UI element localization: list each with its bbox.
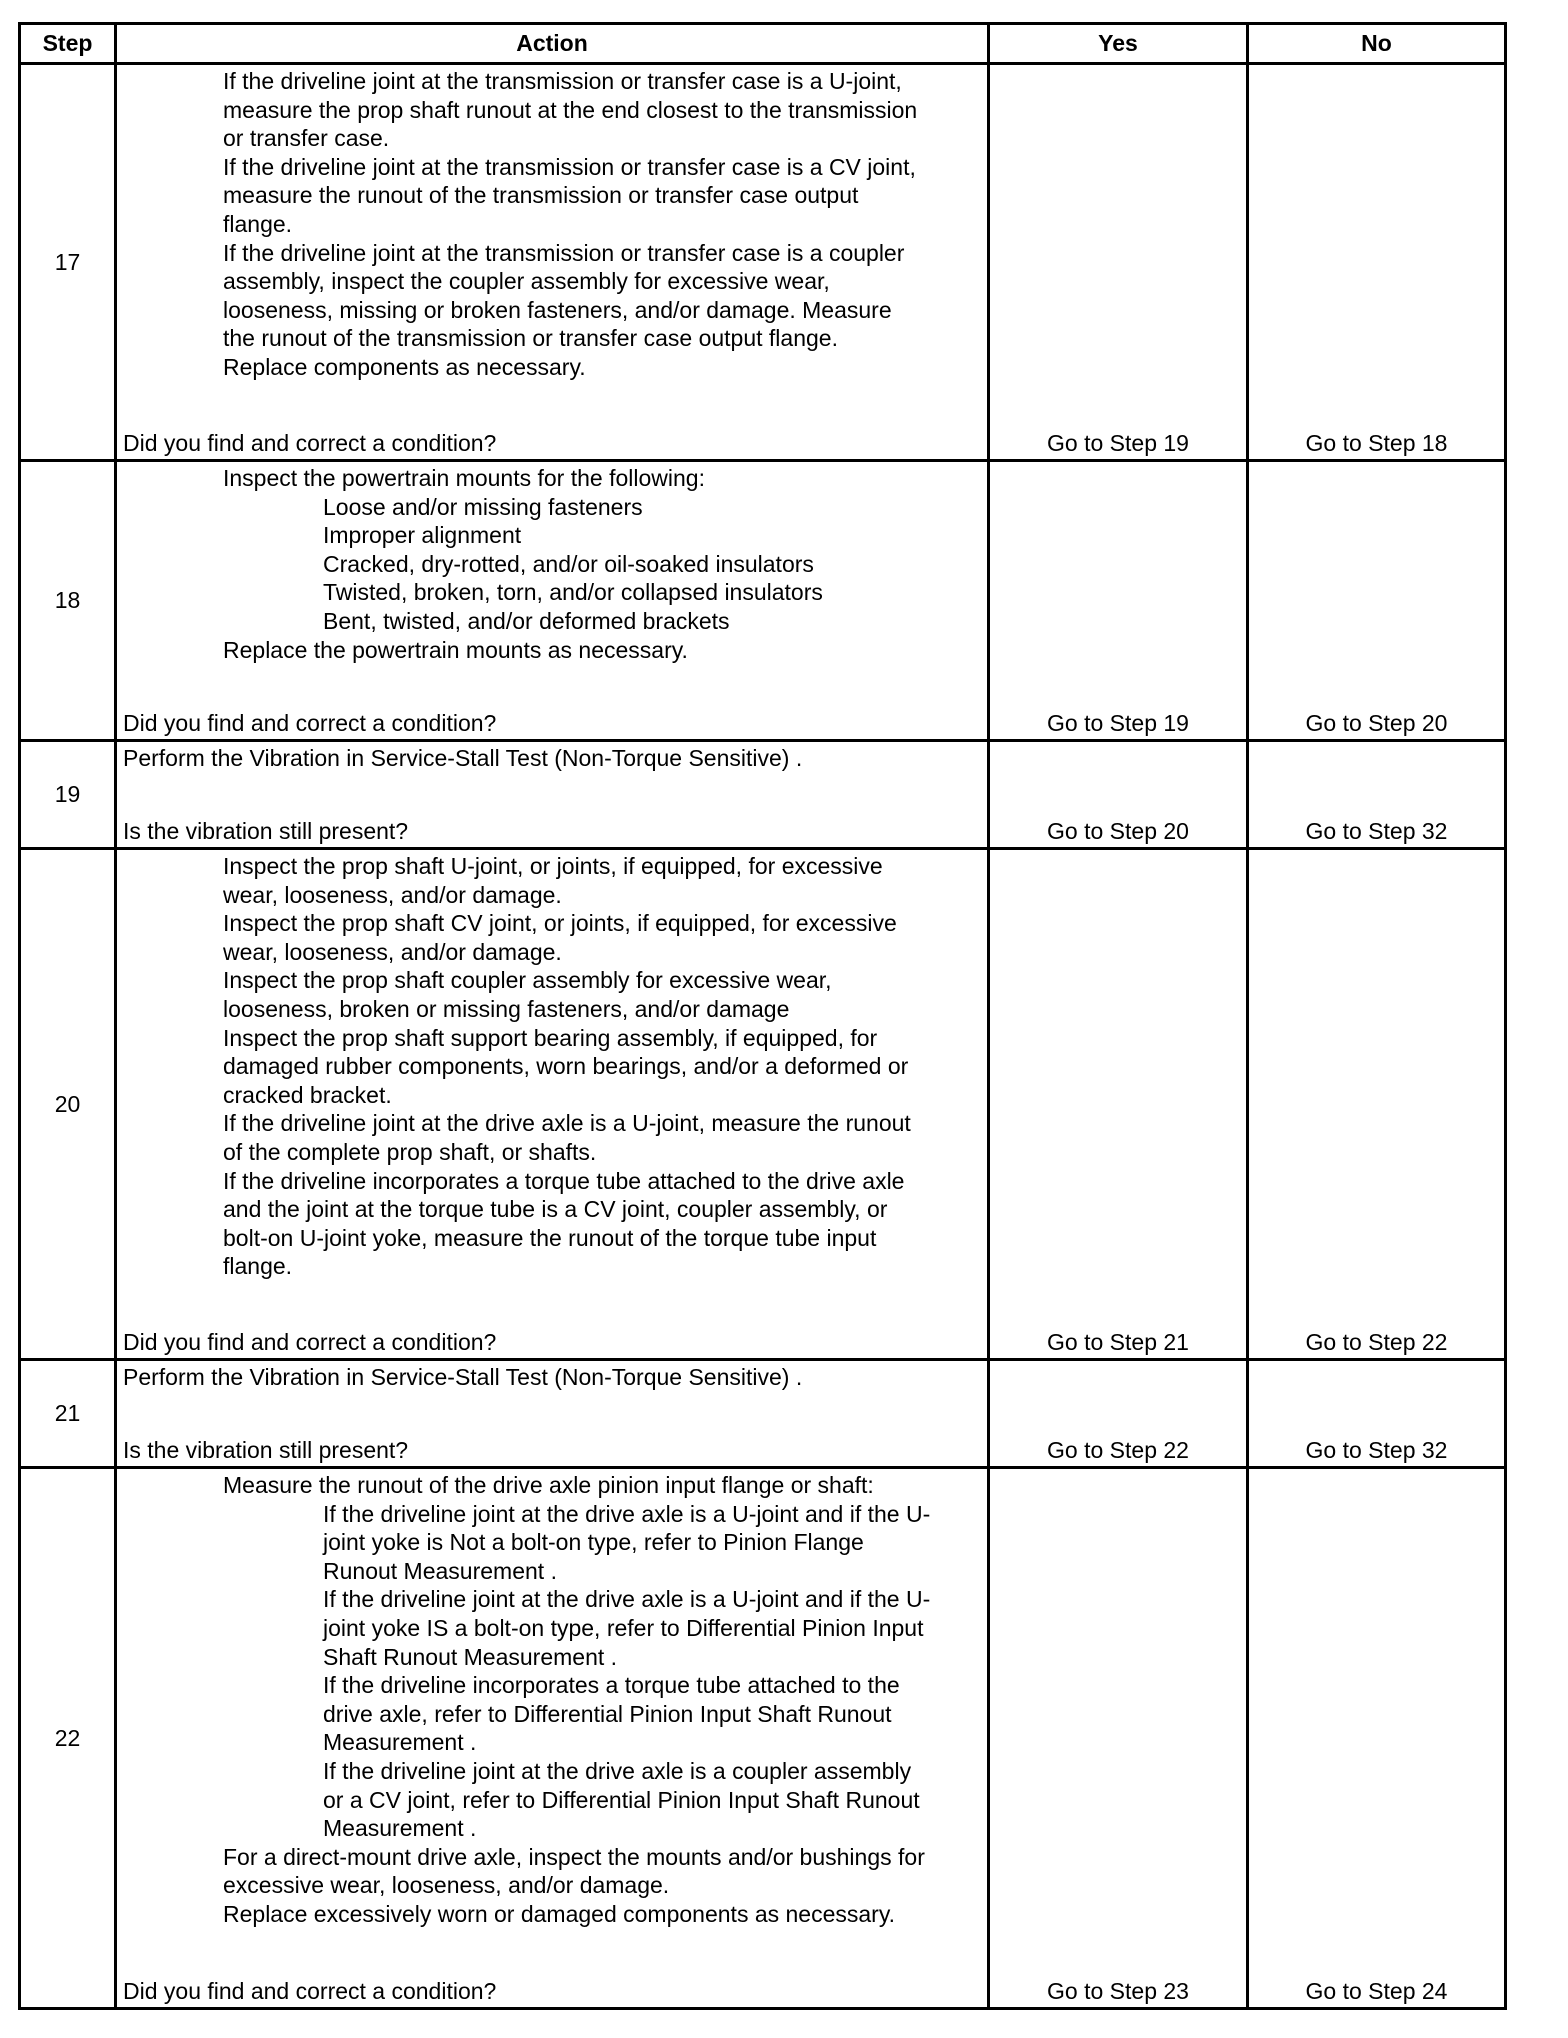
action-line: measure the prop shaft runout at the end closest to the transmission (223, 96, 918, 123)
table-row (20, 849, 1506, 1360)
action-question: Did you find and correct a condition? (123, 710, 497, 737)
action-line: Improper alignment (323, 522, 522, 549)
header-no: No (1248, 24, 1506, 64)
action-line: Cracked, dry-rotted, and/or oil-soaked insulators (323, 550, 814, 577)
action-line: measure the runout of the transmission or transfer case output (223, 182, 859, 209)
action-line: the runout of the transmission or transfer case output flange. (223, 325, 838, 352)
action-line: For a direct-mount drive axle, inspect the mounts and/or bushings for (223, 1843, 925, 1870)
step-number: 19 (20, 741, 116, 849)
step-number: 18 (20, 461, 116, 741)
yes-cell (989, 64, 1248, 461)
action-line: joint yoke is Not a bolt-on type, refer to Pinion Flange (323, 1529, 864, 1556)
action-line: Measure the runout of the drive axle pinion input flange or shaft: (223, 1472, 874, 1498)
no-result: Go to Step 20 (1305, 710, 1448, 737)
action-line: Inspect the prop shaft CV joint, or joints, if equipped, for excessive (223, 910, 897, 937)
action-question: Did you find and correct a condition? (123, 1978, 497, 2005)
step-number: 21 (20, 1360, 116, 1468)
no-result: Go to Step 18 (1305, 430, 1448, 457)
action-line: Bent, twisted, and/or deformed brackets (323, 607, 730, 634)
action-line: If the driveline joint at the drive axle is a U-joint and if the U- (323, 1500, 931, 1527)
action-line: Measurement . (323, 1729, 477, 1756)
action-line: Inspect the prop shaft support bearing assembly, if equipped, for (223, 1024, 878, 1051)
action-line: cracked bracket. (223, 1081, 392, 1108)
no-result: Go to Step 22 (1305, 1329, 1448, 1356)
yes-result: Go to Step 19 (1047, 710, 1189, 737)
action-line: Loose and/or missing fasteners (323, 493, 643, 520)
yes-cell (989, 1468, 1248, 2009)
action-line: drive axle, refer to Differential Pinion Input Shaft Runout (323, 1700, 892, 1727)
action-cell (116, 849, 989, 1360)
no-cell (1248, 64, 1506, 461)
table-row (20, 1360, 1506, 1468)
no-cell (1248, 741, 1506, 849)
yes-cell (989, 741, 1248, 849)
table-row (20, 64, 1506, 461)
step-number: 20 (20, 849, 116, 1360)
table-row (20, 1468, 1506, 2009)
action-line: If the driveline joint at the drive axle is a U-joint, measure the runout (223, 1110, 911, 1137)
no-cell (1248, 1360, 1506, 1468)
action-line: or transfer case. (223, 125, 390, 152)
step-number: 22 (20, 1468, 116, 2009)
action-line: If the driveline joint at the drive axle is a U-joint and if the U- (323, 1586, 931, 1613)
action-line: damaged rubber components, worn bearings, and/or a deformed or (223, 1053, 909, 1080)
action-line: If the driveline incorporates a torque tube attached to the drive axle (223, 1167, 905, 1194)
header-yes: Yes (989, 24, 1248, 64)
header-row (20, 24, 1506, 64)
no-cell (1248, 1468, 1506, 2009)
action-line: If the driveline joint at the transmission or transfer case is a CV joint, (223, 153, 916, 180)
step-number: 17 (20, 64, 116, 461)
action-line: of the complete prop shaft, or shafts. (223, 1138, 597, 1165)
action-line: looseness, missing or broken fasteners, and/or damage. Measure (223, 296, 892, 323)
action-line: Perform the Vibration in Service-Stall Test (Non-Torque Sensitive) . (123, 1364, 803, 1390)
action-line: bolt-on U-joint yoke, measure the runout of the torque tube input (223, 1224, 877, 1251)
action-question: Is the vibration still present? (123, 818, 409, 845)
action-line: or a CV joint, refer to Differential Pinion Input Shaft Runout (323, 1786, 920, 1813)
action-line: wear, looseness, and/or damage. (223, 881, 562, 908)
action-line: joint yoke IS a bolt-on type, refer to Differential Pinion Input (323, 1614, 924, 1641)
header-step: Step (20, 24, 116, 64)
action-line: Shaft Runout Measurement . (323, 1643, 618, 1670)
table-row (20, 741, 1506, 849)
action-cell (116, 64, 989, 461)
action-question: Did you find and correct a condition? (123, 1329, 497, 1356)
yes-result: Go to Step 23 (1047, 1978, 1189, 2005)
action-line: Measurement . (323, 1815, 477, 1842)
action-line: Replace components as necessary. (223, 353, 586, 380)
action-line: wear, looseness, and/or damage. (223, 938, 562, 965)
action-line: Perform the Vibration in Service-Stall Test (Non-Torque Sensitive) . (123, 745, 803, 771)
yes-cell (989, 849, 1248, 1360)
action-line: flange. (223, 1253, 293, 1280)
action-line: Twisted, broken, torn, and/or collapsed insulators (323, 579, 823, 606)
action-line: If the driveline incorporates a torque tube attached to the (323, 1672, 900, 1699)
action-line: Inspect the powertrain mounts for the following: (223, 465, 705, 491)
action-line: Replace excessively worn or damaged components as necessary. (223, 1900, 896, 1927)
action-line: assembly, inspect the coupler assembly for excessive wear, (223, 268, 830, 295)
header-action: Action (116, 24, 989, 64)
no-result: Go to Step 32 (1305, 818, 1448, 845)
no-result: Go to Step 32 (1305, 1437, 1448, 1464)
action-question: Is the vibration still present? (123, 1437, 409, 1464)
action-line: Replace the powertrain mounts as necessary. (223, 636, 688, 663)
yes-cell (989, 1360, 1248, 1468)
action-line: Inspect the prop shaft U-joint, or joints, if equipped, for excessive (223, 853, 883, 879)
action-cell (116, 1468, 989, 2009)
no-cell (1248, 461, 1506, 741)
action-cell (116, 741, 989, 849)
table-row (20, 461, 1506, 741)
yes-result: Go to Step 20 (1047, 818, 1189, 845)
yes-cell (989, 461, 1248, 741)
no-result: Go to Step 24 (1305, 1978, 1448, 2005)
yes-result: Go to Step 21 (1047, 1329, 1189, 1356)
yes-result: Go to Step 19 (1047, 430, 1189, 457)
no-cell (1248, 849, 1506, 1360)
action-line: Runout Measurement . (323, 1557, 557, 1584)
action-line: If the driveline joint at the transmission or transfer case is a U-joint, (223, 68, 902, 94)
action-cell (116, 1360, 989, 1468)
action-line: If the driveline joint at the drive axle is a coupler assembly (323, 1757, 912, 1784)
action-line: Inspect the prop shaft coupler assembly for excessive wear, (223, 967, 832, 994)
action-line: looseness, broken or missing fasteners, and/or damage (223, 995, 790, 1022)
action-line: flange. (223, 210, 293, 237)
action-line: excessive wear, looseness, and/or damage. (223, 1872, 670, 1899)
yes-result: Go to Step 22 (1047, 1437, 1189, 1464)
action-line: If the driveline joint at the transmission or transfer case is a coupler (223, 239, 905, 266)
action-cell (116, 461, 989, 741)
action-question: Did you find and correct a condition? (123, 430, 497, 457)
diagnostic-table (18, 22, 1507, 2010)
action-line: and the joint at the torque tube is a CV joint, coupler assembly, or (223, 1196, 888, 1223)
